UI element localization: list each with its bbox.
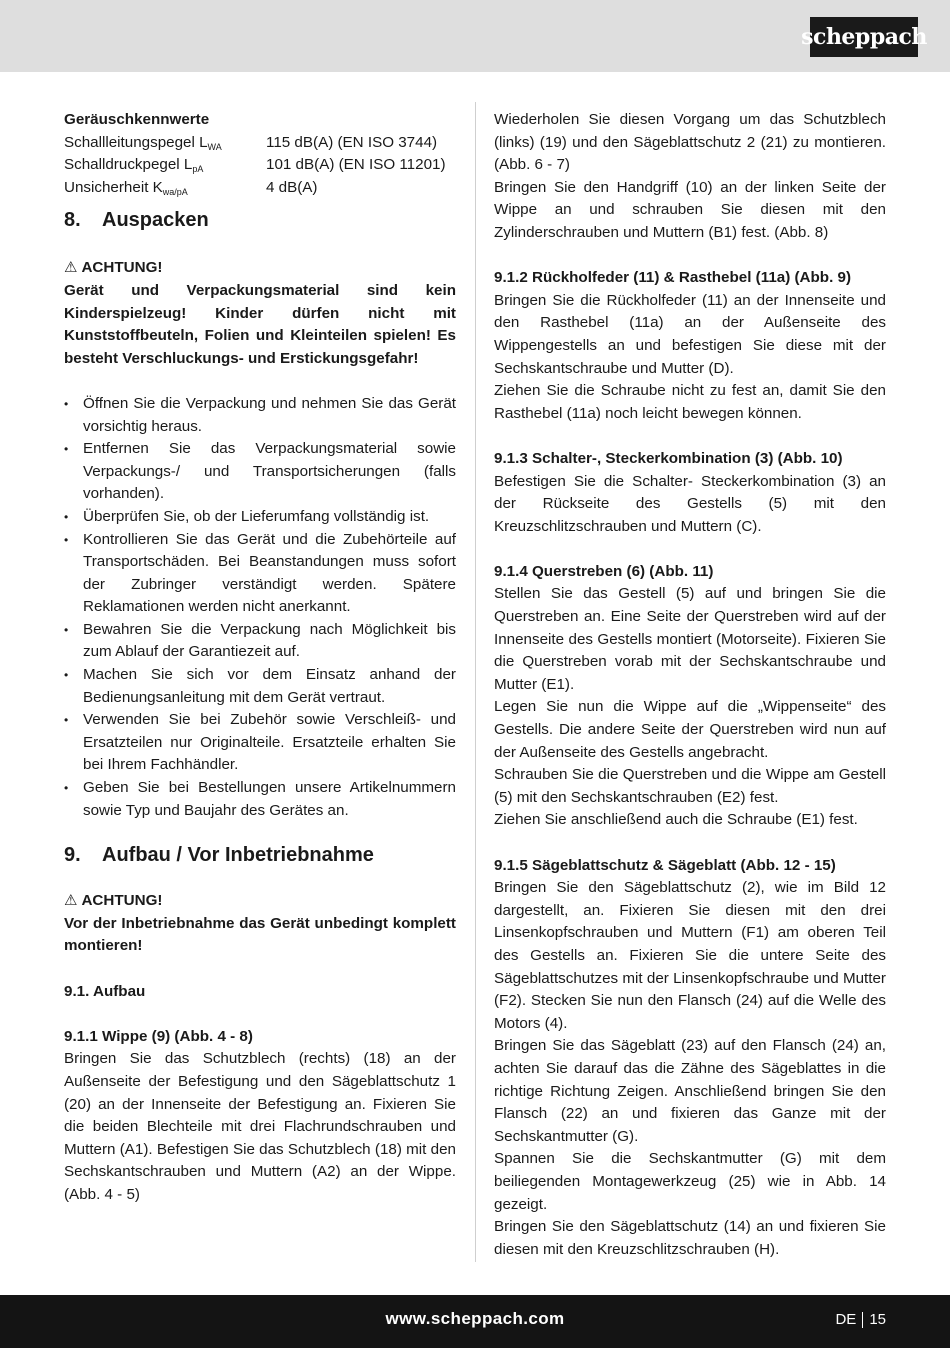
spec-sub: wa/pA — [162, 186, 188, 197]
warning-icon: ⚠ — [64, 892, 78, 910]
paragraph: Ziehen Sie die Schraube nicht zu fest an, damit Sie den Rasthebel (11a) noch leicht bewegen können. — [494, 382, 886, 422]
paragraph: Bringen Sie den Handgriff (10) an der linken Seite der Wippe an und schrauben Sie diesen mit den Zylinderschrauben und Muttern (B1) fest. (Abb. 8) — [494, 178, 886, 241]
spec-value: 101 dB(A) (EN ISO 11201) — [266, 156, 446, 174]
section-number: 8. — [64, 209, 81, 232]
warning-icon: ⚠ — [64, 259, 78, 277]
section-8-heading — [64, 207, 456, 233]
paragraph: Wiederholen Sie diesen Vorgang um das Schutzblech (links) (19) und den Sägeblattschutz 2 (21) zu montieren. (Abb. 6 - 7) — [494, 111, 886, 174]
unpack-list — [64, 393, 456, 822]
subsection-title: 9.1.3 Schalter-, Steckerkombination (3) (Abb. 10) — [494, 449, 843, 467]
section-9-heading — [64, 842, 456, 868]
paragraph: Stellen Sie das Gestell (5) auf und bringen Sie die Querstreben an. Eine Seite der Querstreben wird auf der Innenseite des Gestells montiert (Motorseite). Fixieren Sie die Querstreben vorab mit der Sechskantschraube und Mutter (E1). — [494, 585, 886, 693]
spec-label: Schallleitungspegel L — [64, 133, 208, 151]
right-column — [494, 109, 886, 1261]
separator — [862, 1312, 863, 1328]
paragraph: Spannen Sie die Sechskantmutter (G) mit dem beiliegenden Montagewerkzeug (25) wie in Abb. 14 gezeigt. — [494, 1150, 886, 1213]
brand-logo: scheppach — [810, 17, 918, 57]
subsection-title: 9.1.1 Wippe (9) (Abb. 4 - 8) — [64, 1027, 253, 1045]
header-bar — [0, 0, 950, 72]
warning-label: ⚠ ACHTUNG! — [64, 892, 163, 910]
paragraph: Bringen Sie den Sägeblattschutz (14) an und fixieren Sie diesen mit den Kreuzschlitzschrauben (H). — [494, 1218, 886, 1258]
spec-value: 115 dB(A) (EN ISO 3744) — [266, 133, 438, 151]
spec-row — [64, 154, 456, 177]
spec-row — [64, 132, 456, 155]
section-number: 9. — [64, 844, 81, 867]
paragraph: Legen Sie nun die Wippe auf die „Wippenseite“ des Gestells. Die andere Seite der Querstreben wird nun auf der Außenseite des Gestells angebracht. — [494, 698, 886, 761]
list-item: • Entfernen Sie das Verpackungsmaterial sowie Verpackungs-/ und Transportsicherungen (falls vorhanden). — [64, 438, 456, 506]
subsection-title: 9.1.4 Querstreben (6) (Abb. 11) — [494, 562, 714, 580]
paragraph: Schrauben Sie die Querstreben und die Wippe am Gestell (5) mit den Sechskantschrauben (E2) fest. — [494, 766, 886, 806]
paragraph: Ziehen Sie anschließend auch die Schraube (E1) fest. — [494, 811, 858, 829]
list-item: • Verwenden Sie bei Zubehör sowie Verschleiß- und Ersatzteilen nur Originalteile. Ersatzteile erhalten Sie bei Ihrem Fachhändler. — [64, 709, 456, 777]
paragraph: Bringen Sie die Rückholfeder (11) an der Innenseite und den Rasthebel (11a) an der Außenseite des Wippengestells an und befestigen Sie diese mit der Sechskantschraube und Mutter (D). — [494, 291, 886, 377]
spec-label: Schalldruckpegel L — [64, 156, 193, 174]
left-column — [64, 109, 456, 1207]
spec-value: 4 dB(A) — [266, 178, 318, 196]
list-item: • Bewahren Sie die Verpackung nach Möglichkeit bis zum Ablauf der Garantiezeit auf. — [64, 619, 456, 664]
spec-row — [64, 177, 456, 200]
paragraph: Bringen Sie das Schutzblech (rechts) (18) an der Außenseite der Befestigung und den Sägeblattschutz 1 (20) an der Innenseite der Befestigung an. Fixieren Sie die beiden Blechteile mit drei Flachrundschrauben und Muttern (A1). Befestigen Sie das Schutzblech (18) mit den Sechskantschrauben und Muttern (A2) an der Wippe. (Abb. 4 - 5) — [64, 1050, 456, 1203]
subsection-title: 9.1.2 Rückholfeder (11) & Rasthebel (11a) (Abb. 9) — [494, 269, 852, 287]
warning-label: ⚠ ACHTUNG! — [64, 259, 163, 277]
paragraph: Bringen Sie den Sägeblattschutz (2), wie im Bild 12 dargestellt, an. Fixieren Sie diesen mit den drei Linsenkopfschrauben und Muttern (F1) am oberen Teil des Gestells an. Fixieren Sie die untere Seite des Sägeblattschutzes mit der Linsenkopfschraube und Mutter (F2). Stecken Sie nun den Flansch (24) auf die Welle des Motors (4). — [494, 879, 886, 1032]
spec-sub: pA — [192, 164, 204, 175]
subsection-title: 9.1. Aufbau — [64, 982, 146, 1000]
section-title: Aufbau / Vor Inbetriebnahme — [102, 844, 374, 867]
page-number: 15 — [869, 1311, 886, 1328]
footer-url[interactable]: www.scheppach.com — [385, 1309, 565, 1328]
list-item: • Machen Sie sich vor dem Einsatz anhand der Bedienungsanleitung mit dem Gerät vertraut. — [64, 664, 456, 709]
spec-label: Unsicherheit K — [64, 178, 163, 196]
subsection-title: 9.1.5 Sägeblattschutz & Sägeblatt (Abb. 12 - 15) — [494, 856, 836, 874]
spec-sub: WA — [207, 141, 222, 152]
list-item: • Öffnen Sie die Verpackung und nehmen Sie das Gerät vorsichtig heraus. — [64, 393, 456, 438]
list-item: • Kontrollieren Sie das Gerät und die Zubehörteile auf Transportschäden. Bei Beanstandungen muss sofort der Zubringer verständigt werden. Spätere Reklamationen werden nicht anerkannt. — [64, 529, 456, 619]
language-code: DE — [835, 1311, 857, 1328]
paragraph: Befestigen Sie die Schalter- Steckerkombination (3) an der Rückseite des Gestells (5) mit den Kreuzschlitzschrauben und Muttern (C). — [494, 472, 886, 535]
noise-title: Geräuschkennwerte — [64, 111, 210, 128]
column-divider — [475, 102, 476, 1262]
list-item: • Überprüfen Sie, ob der Lieferumfang vollständig ist. — [64, 506, 456, 529]
list-item: • Geben Sie bei Bestellungen unsere Artikelnummern sowie Typ und Baujahr des Gerätes an. — [64, 777, 456, 822]
paragraph: Bringen Sie das Sägeblatt (23) auf den Flansch (24) an, achten Sie darauf das die Zähne des Sägeblattes in die richtige Richtung Zeigen. Anschließend bringen Sie den Flansch (22) an und fixieren das Ganze mit der Sechskantmutter (G). — [494, 1037, 886, 1145]
footer-bar — [0, 1295, 950, 1348]
warning-text: Vor der Inbetriebnahme das Gerät unbedingt komplett montieren! — [64, 914, 456, 955]
section-title: Auspacken — [102, 209, 209, 232]
warning-text: Gerät und Verpackungsmaterial sind kein Kinderspielzeug! Kinder dürfen nicht mit Kunststoffbeuteln, Folien und Kleinteilen spielen! Es besteht Verschluckungs- und Erstickungsgefahr! — [64, 281, 456, 367]
page-indicator — [835, 1311, 886, 1328]
